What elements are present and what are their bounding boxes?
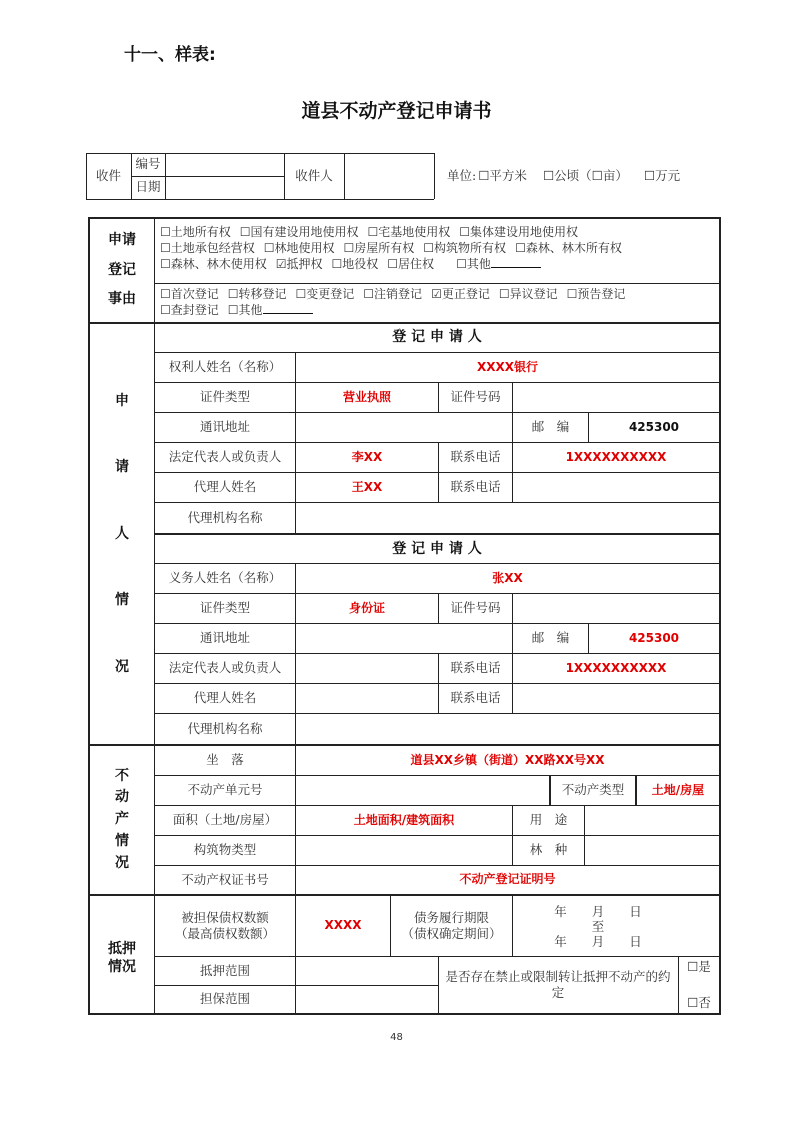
label-char: 情 [115,592,129,609]
obligor-phone-field[interactable]: 1XXXXXXXXXX [565,660,667,675]
checkbox-rights-other[interactable] [456,257,541,271]
obligee-phone-field[interactable]: 1XXXXXXXXXX [565,449,667,464]
checkbox-types-other[interactable] [228,303,313,317]
obligee-agent-label: 代理人姓名 [193,479,257,495]
property-type-field[interactable]: 土地/房屋 [651,782,705,797]
checkbox-forest-land-use[interactable]: ☐林地使用权 [263,241,335,255]
checkbox-seizure-registration[interactable]: ☐查封登记 [160,303,219,317]
obligee-postcode-field[interactable]: 425300 [628,419,680,434]
checkbox-transfer-registration[interactable]: ☐转移登记 [227,287,287,301]
table-top-border [88,217,721,219]
location-field[interactable]: 道县XX乡镇（街道）XX路XX号XX [410,752,605,767]
obligee-postcode-label: 邮 编 [531,419,570,435]
obligor-id-type-field[interactable]: 身份证 [348,600,385,615]
label-char: 况 [115,658,129,675]
types-line [160,286,625,302]
obligee-address-field[interactable] [296,413,512,442]
obligee-agent-phone-label: 联系电话 [450,479,501,495]
label-line: （债权确定期间） [401,926,502,941]
obligor-id-no-label: 证件号码 [450,600,501,616]
unit-label: 单位: [447,168,477,183]
obligee-name-field[interactable]: XXXX银行 [476,359,538,374]
obligee-legal-rep-field[interactable]: 李XX [351,449,383,464]
divider [86,199,434,200]
checkbox-label: ☐其他 [227,303,263,317]
label-line: （最高债权数额） [174,926,275,941]
checkbox-advance-notice-registration[interactable]: ☐预告登记 [566,287,626,301]
unit-option-10k-yuan[interactable]: ☐万元 [643,168,681,183]
mortgage-section-label [90,896,154,1013]
checkbox-house-ownership[interactable]: ☐房屋所有权 [343,241,415,255]
rights-line [160,224,622,240]
secured-amount-field[interactable]: XXXX [324,918,362,933]
guarantee-scope-field[interactable] [296,986,438,1013]
unit-no-label: 不动产单元号 [187,782,263,798]
obligee-agent-field[interactable]: 王XX [351,479,383,494]
checkbox-state-construction-land[interactable]: ☐国有建设用地使用权 [239,225,359,239]
obligee-agency-label: 代理机构名称 [187,509,263,525]
obligor-id-type-label: 证件类型 [199,600,250,616]
obligor-name-label: 义务人姓名（名称） [168,570,282,586]
performance-period-field[interactable] [513,896,683,956]
label-char: 人 [115,525,129,542]
label-line: 申请 [108,232,136,249]
unit-no-field[interactable] [296,776,549,805]
receipt-label: 收件 [95,167,121,183]
receipt-date-label: 日期 [135,179,161,195]
checkbox-land-ownership[interactable]: ☐土地所有权 [160,225,231,239]
rights-line [160,240,622,256]
obligor-agent-phone-field[interactable] [513,684,719,713]
rights-line [160,256,622,272]
obligor-agency-label: 代理机构名称 [187,720,263,736]
divider [434,153,435,199]
obligor-header: 登 记 申 请 人 [392,540,482,557]
document-title: 道县不动产登记申请书 [301,100,492,122]
label-line: 被担保债权数额 [181,909,269,925]
checkbox-land-contract[interactable]: ☐土地承包经营权 [160,241,255,255]
structure-type-field[interactable] [296,836,512,865]
receiver-field[interactable] [344,153,434,199]
use-label: 用 途 [529,812,568,828]
obligor-agent-phone-label: 联系电话 [450,690,501,706]
checkbox-collective-construction-land[interactable]: ☐集体建设用地使用权 [459,225,579,239]
date-line: 至 [591,918,605,934]
registration-matter-label [90,219,154,322]
obligor-postcode-field[interactable]: 425300 [628,630,680,645]
obligee-id-type-label: 证件类型 [199,389,250,405]
obligee-id-no-label: 证件号码 [450,389,501,405]
area-field[interactable]: 土地面积/建筑面积 [353,812,455,827]
obligor-phone-label: 联系电话 [450,660,501,676]
types-line [160,302,625,318]
cert-no-field[interactable]: 不动产登记证明号 [459,872,556,887]
restriction-no-checkbox[interactable]: ☐否 [687,994,711,1010]
obligee-header: 登 记 申 请 人 [392,329,482,346]
obligee-agent-phone-field[interactable] [513,473,719,502]
section-heading: 十一、样表: [124,45,216,65]
label-char: 申 [115,393,129,410]
date-line: 年 月 日 [554,903,642,919]
label-line: 情况 [108,958,136,975]
obligee-address-label: 通讯地址 [199,419,250,435]
restriction-agreement-label: 是否存在禁止或限制转让抵押不动产的约定 [445,968,671,1000]
label-char: 请 [115,459,129,476]
checkbox-change-registration[interactable]: ☐变更登记 [295,287,355,301]
obligor-agent-label: 代理人姓名 [193,690,257,706]
label-line: 抵押 [108,941,136,957]
obligee-id-type-field[interactable]: 营业执照 [342,389,391,404]
table-bottom-border [88,1013,721,1015]
checkbox-forest-use[interactable]: ☐森林、林木使用权 [160,257,267,271]
mortgage-scope-label: 抵押范围 [199,962,250,978]
label-char: 产 [115,811,129,828]
restriction-yes-checkbox[interactable]: ☐是 [687,959,711,974]
checkbox-initial-registration[interactable]: ☐首次登记 [160,287,219,301]
secured-amount-label [155,896,295,956]
page-number: 48 [390,1032,403,1043]
receipt-number-label: 编号 [135,156,161,172]
obligor-address-label: 通讯地址 [199,630,250,646]
obligee-id-no-field[interactable] [513,383,719,412]
checkbox-easement[interactable]: ☐地役权 [331,257,379,271]
obligor-agent-field[interactable] [296,684,438,713]
obligor-postcode-label: 邮 编 [531,630,570,646]
receipt-number-field[interactable] [165,153,284,176]
checkbox-objection-registration[interactable]: ☐异议登记 [498,287,558,301]
obligee-phone-label: 联系电话 [450,449,501,465]
label-line: 债务履行期限 [413,909,489,925]
mortgage-scope-field[interactable] [296,957,438,985]
checkbox-mortgage-right[interactable]: ☑抵押权 [275,257,323,271]
location-label: 坐 落 [206,752,244,768]
restriction-options [679,957,719,1013]
unit-selector [447,166,696,184]
other-blank-line[interactable] [263,302,313,314]
area-label: 面积（土地/房屋） [172,812,278,828]
divider [154,283,721,284]
label-char: 情 [115,832,129,849]
checkbox-label: ☐其他 [456,257,491,271]
label-line: 登记 [108,261,136,278]
other-blank-line[interactable] [491,256,541,268]
obligee-name-label: 权利人姓名（名称） [168,359,282,375]
checkbox-correction-registration[interactable]: ☑更正登记 [431,287,490,301]
obligor-legal-rep-label: 法定代表人或负责人 [168,660,282,676]
label-char: 动 [115,789,129,806]
obligor-id-no-field[interactable] [513,594,719,623]
unit-option-hectare[interactable]: ☐公顷（☐亩） [542,168,628,183]
obligor-legal-rep-field[interactable] [296,654,438,683]
obligor-address-field[interactable] [296,624,512,653]
label-line: 事由 [108,291,136,308]
label-char: 不 [115,767,129,784]
checkbox-homestead[interactable]: ☐宅基地使用权 [367,225,451,239]
obligee-legal-rep-label: 法定代表人或负责人 [168,449,282,465]
types-checkbox-group [160,286,625,318]
receiver-label: 收件人 [295,167,333,183]
property-type-label: 不动产类型 [561,782,625,798]
obligor-name-field[interactable]: 张XX [492,570,523,585]
checkbox-residence-right[interactable]: ☐居住权 [387,257,435,271]
obligee-agency-field[interactable] [296,503,719,533]
receipt-date-field[interactable] [165,176,284,199]
checkbox-structure-ownership[interactable]: ☐构筑物所有权 [423,241,507,255]
applicant-section-label [90,324,154,744]
performance-period-label [391,896,512,956]
label-char: 况 [115,854,129,871]
property-section-label [90,746,154,894]
unit-option-sqm[interactable]: ☐平方米 [478,168,527,183]
obligor-agency-field[interactable] [296,714,719,744]
use-field[interactable] [585,806,719,835]
cert-no-label: 不动产权证书号 [181,871,269,887]
structure-type-label: 构筑物类型 [193,842,257,858]
forest-type-label: 林 种 [529,842,568,858]
rights-checkbox-group [160,224,622,272]
divider [438,956,439,1014]
checkbox-cancellation-registration[interactable]: ☐注销登记 [363,287,423,301]
date-line: 年 月 日 [554,933,642,949]
checkbox-forest-ownership[interactable]: ☐森林、林木所有权 [515,241,622,255]
guarantee-scope-label: 担保范围 [199,991,250,1007]
forest-type-field[interactable] [585,836,719,865]
